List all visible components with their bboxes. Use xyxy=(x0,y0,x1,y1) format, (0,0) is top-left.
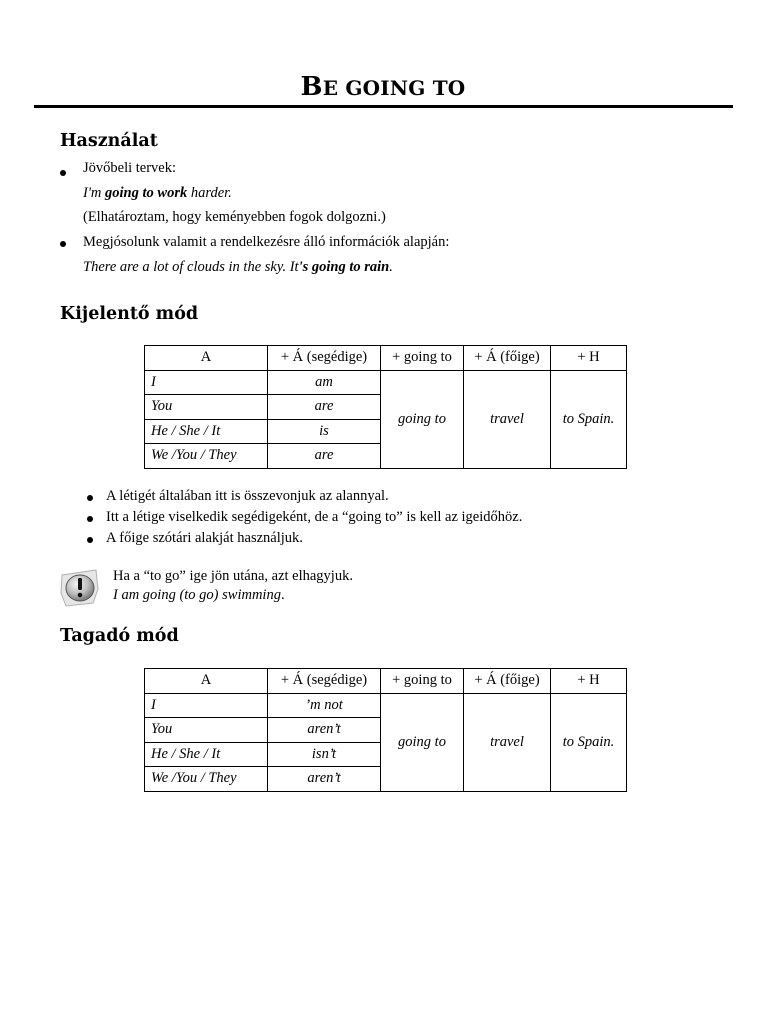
note-2: Itt a létige viselkedik segédigeként, de a “going to” is kell az igeidőhöz. xyxy=(106,509,523,525)
subject-cell: We /You / They xyxy=(145,767,268,792)
usage-example-1: I'm going to work harder. xyxy=(83,185,232,201)
aux-cell: am xyxy=(268,370,381,395)
table-row xyxy=(145,370,627,395)
negative-heading: Tagadó mód xyxy=(60,626,179,646)
going-to-cell: going to xyxy=(381,370,464,468)
table-header-row xyxy=(145,669,627,694)
header-cell: + going to xyxy=(381,346,464,371)
usage-bullet-2: Megjósolunk valamit a rendelkezésre álló információk alapján: xyxy=(83,234,450,250)
rest-cell: to Spain. xyxy=(551,370,627,468)
warning-line-1: Ha a “to go” ige jön utána, azt elhagyjuk. xyxy=(113,568,353,584)
affirmative-heading: Kijelentő mód xyxy=(60,304,199,324)
table-header-row xyxy=(145,346,627,371)
negative-table xyxy=(144,668,627,792)
usage-bullet-1: Jövőbeli tervek: xyxy=(83,160,177,176)
header-cell: + Á (főige) xyxy=(464,346,551,371)
aux-cell: is xyxy=(268,419,381,444)
aux-cell: ’m not xyxy=(268,693,381,718)
rest-cell: to Spain. xyxy=(551,693,627,791)
aux-cell: aren’t xyxy=(268,718,381,743)
main-verb-cell: travel xyxy=(464,693,551,791)
aux-cell: are xyxy=(268,395,381,420)
aux-cell: isn’t xyxy=(268,742,381,767)
header-cell: + Á (segédige) xyxy=(268,669,381,694)
page-title xyxy=(34,72,732,102)
header-cell: + going to xyxy=(381,669,464,694)
bullet-dot xyxy=(87,537,93,543)
going-to-cell: going to xyxy=(381,693,464,791)
warning-line-2: I am going (to go) swimming. xyxy=(113,587,285,603)
bullet-dot xyxy=(87,495,93,501)
aux-cell: are xyxy=(268,444,381,469)
subject-cell: You xyxy=(145,718,268,743)
bullet-dot xyxy=(60,241,66,247)
subject-cell: We /You / They xyxy=(145,444,268,469)
subject-cell: You xyxy=(145,395,268,420)
usage-example-2: There are a lot of clouds in the sky. It's going to rain. xyxy=(83,259,393,275)
affirmative-table xyxy=(144,345,627,469)
header-cell: + Á (segédige) xyxy=(268,346,381,371)
table-row xyxy=(145,693,627,718)
header-cell: A xyxy=(145,346,268,371)
header-cell: + H xyxy=(551,669,627,694)
note-3: A főige szótári alakját használjuk. xyxy=(106,530,303,546)
subject-cell: He / She / It xyxy=(145,742,268,767)
bullet-dot xyxy=(87,516,93,522)
main-verb-cell: travel xyxy=(464,370,551,468)
subject-cell: I xyxy=(145,370,268,395)
header-cell: + Á (főige) xyxy=(464,669,551,694)
title-initial: B xyxy=(300,72,323,102)
bullet-dot xyxy=(60,170,66,176)
subject-cell: He / She / It xyxy=(145,419,268,444)
aux-cell: aren’t xyxy=(268,767,381,792)
note-1: A létigét általában itt is összevonjuk az alannyal. xyxy=(106,488,389,504)
exclamation-icon xyxy=(60,569,100,607)
usage-translation-1: (Elhatároztam, hogy keményebben fogok dolgozni.) xyxy=(83,209,386,225)
title-rule xyxy=(34,105,733,108)
title-rest: E GOING TO xyxy=(322,76,466,100)
header-cell: A xyxy=(145,669,268,694)
subject-cell: I xyxy=(145,693,268,718)
header-cell: + H xyxy=(551,346,627,371)
usage-heading: Használat xyxy=(60,131,158,151)
